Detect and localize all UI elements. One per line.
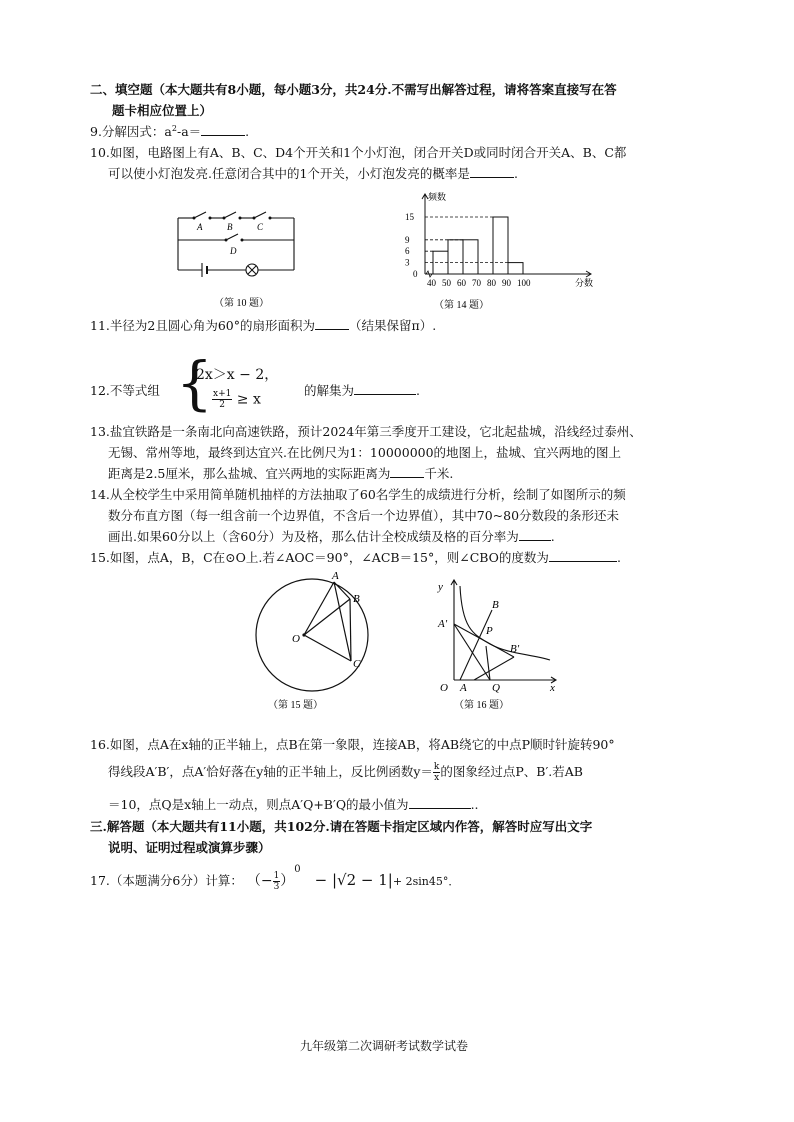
q17-frac-den: 3 [273,882,280,892]
x-tick-label: 100 [517,278,531,288]
q12-end: . [416,383,420,398]
answer-blank-15[interactable] [549,549,617,562]
answer-blank-9[interactable] [201,123,245,136]
answer-blank-12[interactable] [354,382,416,395]
answer-blank-16[interactable] [409,796,471,809]
q12-fraction [212,389,232,410]
switch-label-c: C [257,222,264,232]
y-tick-label: 3 [405,257,410,268]
fig16-label-a-prime: A′ [438,618,448,630]
fig15-label-c: C [353,658,361,670]
q17-prefix: 17.（本题满分6分）计算： [90,873,243,888]
y-tick-label: 15 [405,212,414,222]
q17-tail: + 2sin45°． [392,875,460,888]
section3-title-line2: 说明、证明过程或演算步骤） [108,840,271,855]
y-tick-label: 0 [413,269,418,279]
q15-end: . [616,550,621,565]
question-15 [90,548,621,566]
question-17 [90,863,460,892]
question-16-line1: 16.如图，点A在x轴的正半轴上，点B在第一象限，连接AB，将AB绕它的中点P顺时针旋转90° [90,737,615,752]
q12-suffix-text: 的解集为 [304,383,355,398]
q12-inequality-2 [212,389,261,410]
histogram-bar [463,240,478,274]
x-axis-label: 分数 [575,278,594,288]
q17-exponent: 0 [294,863,301,875]
page-footer: 九年级第二次调研考试数学试卷 [300,1039,469,1053]
question-9 [90,122,249,140]
figure-14-caption: （第 14 题） [434,300,489,311]
q16-frac-den: x [434,773,440,783]
x-tick-label: 70 [472,278,481,288]
question-10-line2 [108,164,518,182]
fig16-label-y: y [438,581,443,593]
answer-blank-11[interactable] [315,317,349,330]
figure-10-circuit [170,200,305,315]
section3-title-line1: 三.解答题（本大题共有11小题，共102分.请在答题卡指定区域内作答，解答时应写出文字 [90,819,593,834]
fig15-label-o: O [292,633,300,645]
switch-label-b: B [227,222,233,232]
fig15-label-a: A [332,572,339,582]
figure-15-circle [250,572,380,722]
section2-title-line1: 二、填空题（本大题共有8小题，每小题3分，共24分.不需写出解答过程，请将答案直接写在答 [90,82,617,97]
q12-frac-num: x+1 [213,389,232,399]
x-tick-label: 90 [502,278,511,288]
q11-text: 11.半径为2且圆心角为60°的扇形面积为 [90,318,315,333]
q12-frac-den: 2 [219,400,226,410]
fig16-label-p: P [486,625,493,637]
q10-end: . [513,166,518,181]
question-16-line2 [108,762,583,783]
q16-frac-num: k [433,762,440,772]
answer-blank-10[interactable] [470,165,514,178]
q17-paren-close: ） [280,873,295,889]
figure-16-graph [430,572,570,722]
q17-middle: − |√2 − 1| [314,871,393,889]
question-13-line3 [108,464,453,482]
question-12-prefix: 12.不等式组 [90,383,160,398]
x-tick-label: 40 [427,278,436,288]
question-10-line1: 10.如图，电路图上有A、B、C、D4个开关和1个小灯泡，闭合开关D或同时闭合开关A、B、C都 [90,145,627,160]
question-13-line1: 13.盐宜铁路是一条南北向高速铁路，预计2024年第三季度开工建设，它北起盐城，沿线经过泰州、 [90,424,642,439]
x-tick-label: 80 [487,278,496,288]
figure-15-caption: （第 15 题） [268,700,323,711]
q9-prefix: 9.分解因式：a [90,124,172,139]
fig16-label-x: x [550,682,555,694]
question-14-line1: 14.从全校学生中采用简单随机抽样的方法抽取了60名学生的成绩进行分析，绘制了如图所示的频 [90,487,626,502]
section2-title-line2: 题卡相应位置上） [112,103,213,118]
switch-label-d: D [230,246,237,256]
q14-line3a: 画出.如果60分以上（含60分）为及格，那么估计全校成绩及格的百分率为 [108,529,519,544]
x-tick-label: 50 [442,278,451,288]
figure-14-histogram [395,188,610,313]
q9-sup: 2 [171,123,177,133]
q13-line3a: 距离是2.5厘米，那么盐城、宜兴两地的实际距离为 [108,466,391,481]
q11-end: （结果保留π）. [349,318,437,333]
y-tick-label: 9 [405,234,410,245]
question-13-line2: 无锡、常州等地，最终到达宜兴.在比例尺为1：10000000的地图上，盐城、宜兴两地的图上 [108,445,622,460]
x-tick-label: 60 [457,278,466,288]
histogram-bar [493,217,508,274]
answer-blank-13[interactable] [390,465,424,478]
y-tick-label: 6 [405,246,410,257]
system-brace: { [176,349,213,417]
fig16-label-b-prime: B′ [510,643,520,655]
fig16-label-a: A [460,682,467,694]
q17-frac-num: 1 [273,871,280,881]
q15-text: 15.如图，点A，B，C在⊙O上.若∠AOC＝90°，∠ACB＝15°，则∠CBO的度数为 [90,550,549,565]
fig16-label-q: Q [492,682,500,694]
q10-line2-text: 可以使小灯泡发亮.任意闭合其中的1个开关，小灯泡发亮的概率是 [108,166,470,181]
q9-end: . [245,124,250,139]
q12-inequality-1: 2x＞x − 2， [196,367,279,383]
q13-line3b: 千米. [424,466,454,481]
histogram-bar [448,240,463,274]
q9-suffix: -a＝ [176,124,202,139]
fig15-label-b: B [353,593,360,605]
histogram-bar [508,263,523,274]
fig16-label-b: B [492,599,499,611]
q12-ineq2-rest: ≥ x [236,391,261,408]
q16-line3a: ＝10，点Q是x轴上一动点，则点A′Q+B′Q的最小值为 [108,797,409,812]
question-14-line2: 数分布直方图（每一组含前一个边界值，不含后一个边界值），其中70~80分数段的条形还未 [108,508,620,523]
question-16-line3 [108,795,479,813]
switch-label-a: A [197,222,203,232]
figure-10-caption: （第 10 题） [214,298,269,309]
fig16-label-o: O [440,682,448,694]
y-axis-label: 频数 [428,192,447,202]
q14-end: . [550,529,555,544]
figure-16-caption: （第 16 题） [454,700,509,711]
q16-line2b: 的图象经过点P、B′.若AB [440,764,583,779]
q16-end: .. [470,797,479,812]
histogram-plot [405,191,593,288]
question-12-suffix [304,381,420,399]
answer-blank-14[interactable] [519,528,551,541]
q17-paren-open: （− [246,873,273,889]
question-14-line3 [108,527,555,545]
q16-line2a: 得线段A′B′，点A′恰好落在y轴的正半轴上，反比例函数y＝ [108,764,433,779]
question-11 [90,316,436,334]
